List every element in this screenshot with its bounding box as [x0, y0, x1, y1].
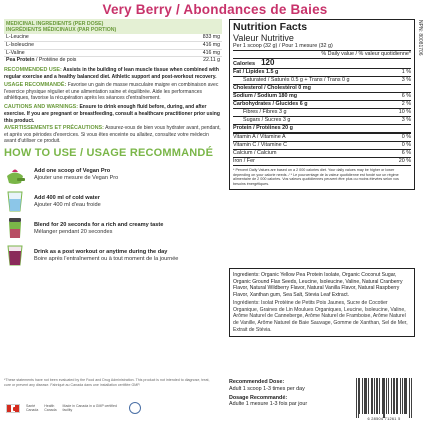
nutrition-row: Fibres / Fibres 3 g 10 %	[233, 109, 411, 117]
water-glass-icon	[4, 190, 26, 213]
barcode-bar	[364, 378, 365, 414]
barcode-bar	[379, 378, 380, 414]
barcode-bar	[402, 378, 403, 414]
drink-glass-icon	[4, 244, 26, 267]
barcode-bar	[368, 378, 369, 414]
barcode-bar	[362, 378, 363, 414]
barcode-bar	[365, 378, 366, 414]
recommended-dose: Recommended Dose: Adult 1 scoop 1-3 times per day Dosage Recommandé: Adulte 1 mesure 1-3 fois par jour	[229, 379, 308, 408]
cautions-warnings: CAUTIONS AND WARNINGS: Ensure to drink enough fluid before, during, and after exercise. If you are pregnant or breastfeeding, consult a healthcare practitioner prior using this product. AVERTISSEMENTS ET PRÉCAUTIONS: Assurez-vous de bien vous hydrater avant, pendant, et après vos périodes d'exercices. Si vous êtes enceinte ou allaitez, consultez votre médecin avant d'utiliser ce produit.	[4, 104, 221, 144]
nutrition-row: Carbohydrates / Glucides 6 g 2 %	[233, 101, 411, 107]
barcode-bar	[391, 378, 392, 414]
barcode-bar	[394, 378, 395, 414]
step-scoop: Add one scoop of Vegan Pro Ajouter une mesure de Vegan Pro	[4, 163, 222, 186]
nutrition-row: Sugars / Sucres 3 g 3 %	[233, 117, 411, 125]
barcode-bar	[384, 378, 385, 418]
barcode-bar	[358, 378, 359, 418]
barcode-number: 6 28504 71261 5	[367, 417, 401, 421]
ingredient-row: L-Isoleucine 416 mg	[6, 42, 220, 48]
npn-number: NPN: 80081706	[417, 20, 423, 56]
ingredients-panel: Ingredients: Organic Yellow Pea Protein Isolate, Organic Coconut Sugar, Organic Ground Flax Seeds, Leucine, Isoleucine, Valine, Natural Cranberry Flavor, Natural Wildberry Flavor, Natural Vanilla Flavor, Natural Raspberry Flavor, Xanthan gum, Sea Salt, Stevia Leaf Extract. Ingrédients: Isolat Protéine de Petits Pois Jaunes, Sucre de Cocotier Organique, Graines de Lin Moulues Organiques, Leucine, Isoleucine, Valine, Arôme Naturel de Canneberge, Arôme Naturel de Framboise, Arôme Naturel de Vanille, Arôme Naturel de Baie Sauvage, Gomme de Xanthan, Sel de Mer, Extrait de Stévia.	[229, 268, 415, 337]
how-to-use-title: HOW TO USE / USAGE RECOMMANDÉ	[4, 147, 214, 160]
barcode-bar	[376, 378, 377, 414]
barcode-bar	[406, 378, 407, 414]
ingredient-row: Pea Protein / Protéine de pois 22.11 g	[6, 57, 220, 64]
barcode-bar	[372, 378, 373, 414]
barcode-bar	[386, 378, 387, 414]
nutrition-row: Protein / Protéines 20 g	[233, 125, 411, 134]
shaker-icon	[4, 217, 26, 240]
nutrition-row: Vitamin A / Vitamine A 0 %	[233, 134, 411, 140]
nutrition-row: Vitamin C / Vitamine C 0 %	[233, 142, 411, 148]
disclaimer: *These statements have not been evaluated by the Food and Drug Administration. This product is not intended to diagnose, treat, cure or prevent any disease. Fabriqué au Canada dans une installation certifiée GMP.	[4, 378, 210, 387]
barcode-bar	[388, 378, 389, 414]
nutrition-row: Fat / Lipides 1.5 g 1 %	[233, 69, 411, 75]
nutrition-rows	[233, 69, 411, 166]
barcode-bar	[366, 378, 367, 414]
nutrition-row: Calcium / Calcium 6 %	[233, 150, 411, 156]
nutrition-row: Sodium / Sodium 180 mg 6 %	[233, 93, 411, 99]
ingredient-row: L-Valine 416 mg	[6, 49, 220, 56]
barcode-bar	[409, 378, 410, 418]
barcode-bar	[393, 378, 394, 414]
left-column	[4, 19, 222, 267]
canada-flag-icon	[6, 404, 20, 413]
barcode-bar	[411, 378, 412, 418]
barcode-bar	[374, 378, 375, 414]
recommended-use: RECOMMENDED USE: Assists in the building of lean muscle tissue when combined with regular exercise and a healthy balanced diet. Athletic support and post-workout recovery. USAGE RECOMMANDÉ: Favorise un gain de masse musculaire maigre en combinaison avec l'exercice physique régulier et une alimentation saine et équilibrée. Aide les performances athlétiques, favorise la récupération après les séances d'entraînement.	[4, 66, 219, 102]
gmp-seal-icon	[129, 402, 141, 414]
barcode-bar	[356, 378, 357, 418]
nutrition-row: Iron / Fer 20 %	[233, 158, 411, 164]
nutrition-row: Cholesterol / Cholestérol 0 mg	[233, 85, 411, 93]
step-blend: Blend for 20 seconds for a rich and creamy taste Mélanger pendant 20 secondes	[4, 217, 222, 240]
barcode-bar	[382, 378, 383, 414]
barcode-bar	[383, 378, 384, 418]
barcode-bar	[404, 378, 405, 414]
nutrition-row: Saturated / Saturés 0.5 g + Trans / Trans 0 g 3 %	[233, 77, 411, 85]
step-drink: Drink as a post workout or anytime during the day Boire après l'entraînement ou à tout moment de la journée	[4, 244, 222, 267]
barcode-bar	[397, 378, 398, 414]
barcode-bar	[396, 378, 397, 414]
barcode-bar	[359, 378, 360, 414]
barcode	[356, 378, 412, 418]
calories-row: Calories 120	[233, 59, 411, 69]
barcode-bar	[377, 378, 378, 414]
nutrition-facts-panel: Nutrition Facts Valeur Nutritive Per 1 scoop (32 g) / Pour 1 mesure (32 g) % Daily value / % valeur quotidienne* Calories 120 Fat / Lipides 1.5 g 1 % Saturated / Saturés 0.5 g + Trans / Trans 0 g 3 % Cholesterol / Cholestérol 0 mg Sodium / Sodium 180 mg 6 % Carbohydrates / Glucides 6 g 2 % Fibres / Fibres 3 g 10 % Sugars / Sucres 3 g 3 % Protein / Protéines 20 g Vitamin A / Vitamine A 0 % Vitamin C / Vitamine C 0 % Calcium / Calcium 6 % Iron / Fer 20 % * Percent Daily Values are based on a 2 000 calories diet. Your daily values may be higher or lower depending on your calorie needs. / * Le pourcentage de la valeur quotidienne est fondé sur un régime alimentaire de 2 000 calories. Vos valeurs quotidiennes peuvent être plus ou moins élevées selon vos besoins énergétiques.	[229, 19, 415, 190]
medicinal-ingredients-header: MEDICINAL INGREDIENTS (PER DOSE) INGRÉDIENTS MÉDICINAUX (PAR PORTION)	[4, 19, 222, 34]
barcode-bar	[400, 378, 401, 414]
barcode-bar	[405, 378, 406, 414]
ingredient-row: L-Leucine 833 mg	[6, 34, 220, 41]
step-water: Add 400 ml of cold water Ajouter 400 ml d'eau froide	[4, 190, 222, 213]
barcode-bar	[371, 378, 372, 414]
scoop-icon	[4, 163, 26, 186]
product-title: Very Berry / Abondances de Baies	[102, 2, 328, 17]
certification-logos: Santé Canada Health Canada Made in Canada in a GMP certified facility	[6, 402, 141, 414]
